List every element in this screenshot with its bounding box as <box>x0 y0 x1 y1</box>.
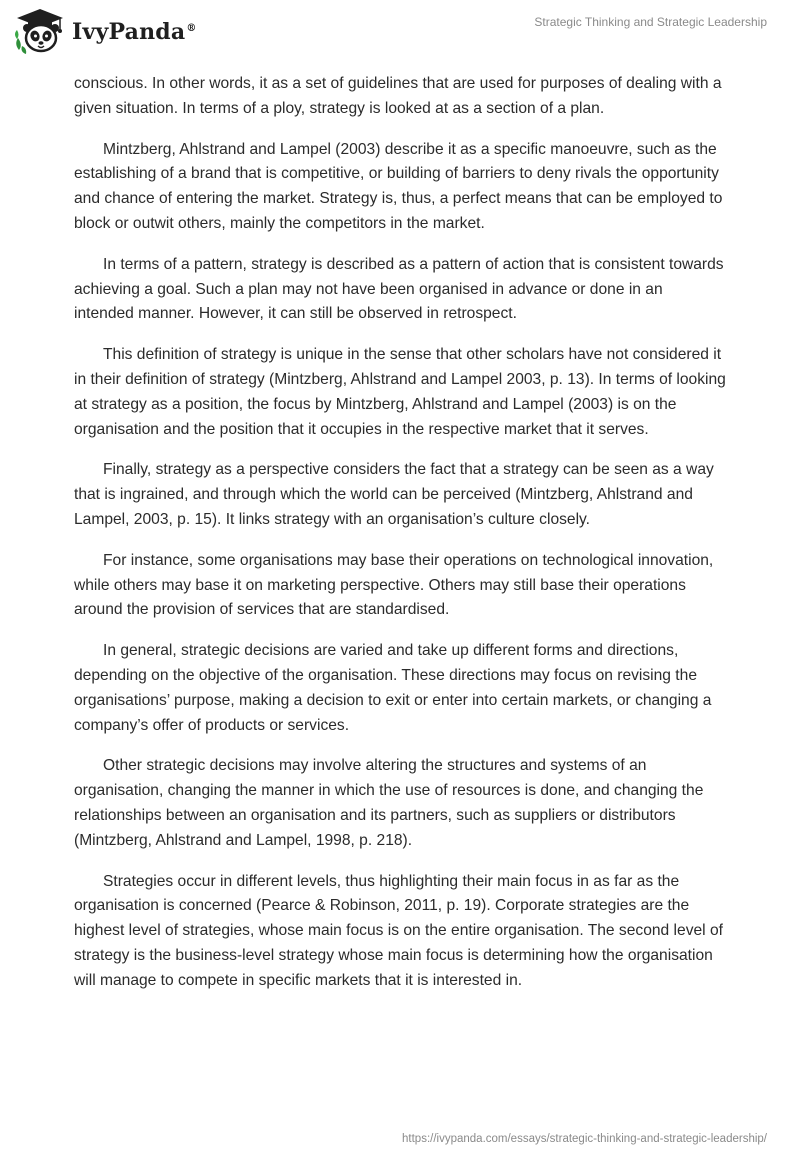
paragraph-2: Mintzberg, Ahlstrand and Lampel (2003) describe it as a specific manoeuvre, such as the establishing of a brand that is competitive, or building of barriers to deny rivals the opportunity and chance of entering the market. Strategy is, thus, a perfect means that can be employed to block or outwit others, mainly the competitors in the market. <box>74 140 723 232</box>
paragraph-8: Other strategic decisions may involve altering the structures and systems of an organisation, changing the manner in which the use of resources is done, and changing the relationships between an organisation and its partners, such as suppliers or distributors (Mintzberg, Ahlstrand and Lampel, 1998, p. 218). <box>74 757 704 849</box>
paragraph-5: Finally, strategy as a perspective considers the fact that a strategy can be seen as a way that is ingrained, and through which the world can be perceived (Mintzberg, Ahlstrand and Lampel, 2003, p. 15). It links strategy with an organisation’s culture closely. <box>74 461 714 528</box>
paragraph-7: In general, strategic decisions are varied and take up different forms and directions, depending on the objective of the organisation. These directions may focus on revising the organisations’ purpose, making a decision to exit or enter into certain markets, or changing a company’s offer of products or services. <box>74 642 712 734</box>
brand-name: IvyPanda® <box>72 19 197 45</box>
source-url-link[interactable]: https://ivypanda.com/essays/strategic-thinking-and-strategic-leadership/ <box>402 1133 767 1145</box>
paragraph-9: Strategies occur in different levels, thus highlighting their main focus in as far as the organisation is concerned (Pearce & Robinson, 2011, p. 19). Corporate strategies are the highest level of strategies, whose main focus is on the entire organisation. The second level of strategy is the business-level strategy whose main focus is determining how the organisation will manage to compete in specific markets that it is interested in. <box>74 872 723 989</box>
paragraph-4: This definition of strategy is unique in the sense that other scholars have not considered it in their definition of strategy (Mintzberg, Ahlstrand and Lampel 2003, p. 13). In terms of looking at strategy as a position, the focus by Mintzberg, Ahlstrand and Lampel (2003) is on the organisation and the position that it occupies in the respective market that it serves. <box>74 346 726 438</box>
essay-body <box>74 72 726 1010</box>
registered-mark: ® <box>186 22 197 34</box>
paragraph-3: In terms of a pattern, strategy is described as a pattern of action that is consistent towards achieving a goal. Such a plan may not have been organised in advance or done in an intended manner. However, it can still be observed in retrospect. <box>74 255 724 323</box>
panda-graduate-icon <box>14 8 66 54</box>
page-header <box>0 0 800 64</box>
ivypanda-logo[interactable] <box>14 8 197 54</box>
paragraph-6: For instance, some organisations may base their operations on technological innovation, while others may base it on marketing perspective. Others may still base their operations around the provision of services that are standardised. <box>74 551 714 619</box>
paragraph-1: conscious. In other words, it as a set of guidelines that are used for purposes of dealing with a given situation. In terms of a ploy, strategy is looked at as a section of a plan. <box>74 75 722 117</box>
document-title: Strategic Thinking and Strategic Leadership <box>534 15 767 29</box>
